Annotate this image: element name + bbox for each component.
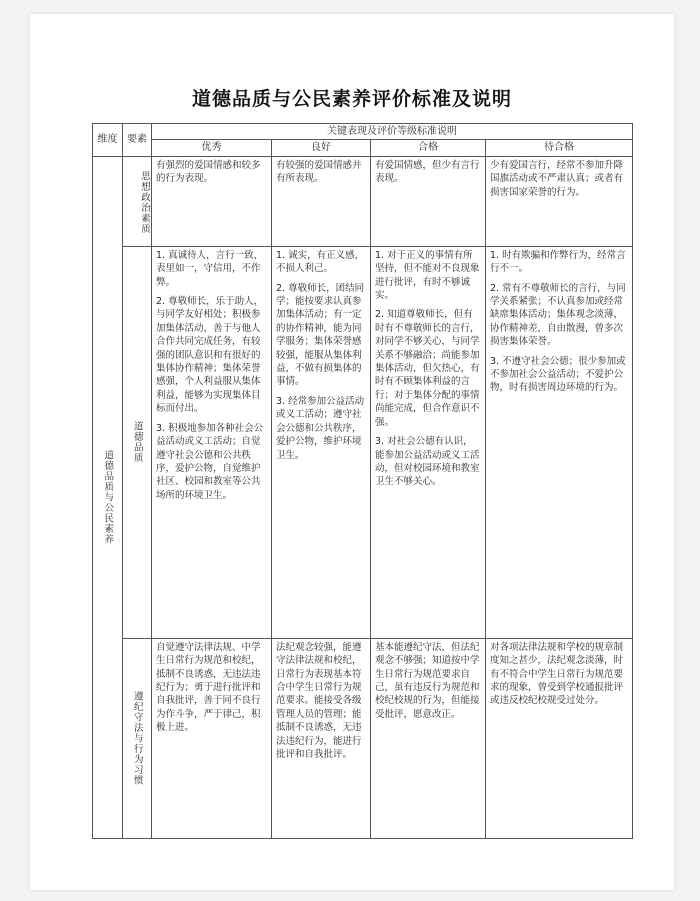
element-cell: 思想政治素质 [123,156,152,246]
table-cell: 有较强的爱国情感并有所表现。 [272,156,371,246]
dimension-cell: 道德品质与公民素养 [93,156,123,838]
table-cell: 1. 时有欺骗和作弊行为，经常言行不一。 2. 常有不尊敬师长的言行，与同学关系紧张；不认真参加或经常缺席集体活动；集体观念淡薄，协作精神差，自由散漫，曾多次损害集体荣誉。 3. 不遵守社会公德；很少参加或不参加社会公益活动；不爱护公物，时有损害周边环境的行为。 [486,246,633,638]
table-row [93,246,633,638]
header-level-good: 良好 [272,140,371,156]
header-level-below: 待合格 [486,140,633,156]
header-group: 关键表现及评价等级标准说明 [152,124,633,140]
table-row [93,156,633,246]
table-cell: 法纪观念较强，能遵守法律法规和校纪，日常行为表现基本符合中学生日常行为规范要求。能接受各级管理人员的管理；能抵制不良诱惑，无违法违纪行为，能进行批评和自我批评。 [272,638,371,838]
table-cell: 有爱国情感，但少有言行表现。 [371,156,486,246]
table-cell: 少有爱国言行，经常不参加升降国旗活动或不严肃认真；或者有损害国家荣誉的行为。 [486,156,633,246]
table-cell: 对各项法律法规和学校的规章制度知之甚少，法纪观念淡薄，时有不符合中学生日常行为规范要求的现象，曾受到学校通报批评或违反校纪校规受过处分。 [486,638,633,838]
header-level-excellent: 优秀 [152,140,272,156]
evaluation-table [92,123,633,839]
table-cell: 自觉遵守法律法规、中学生日常行为规范和校纪，抵制不良诱惑，无违法违纪行为；勇于进行批评和自我批评，善于同不良行为作斗争，严于律己，积极上进。 [152,638,272,838]
table-cell: 1. 真诚待人，言行一致，表里如一，守信用，不作弊。 2. 尊敬师长，乐于助人，与同学友好相处；积极参加集体活动，善于与他人合作共同完成任务，有较强的团队意识和有很好的集体协作精神；集体荣誉感强，个人利益服从集体利益，能够为实现集体目标而付出。 3. 积极地参加各种社会公益活动或义工活动；自觉遵守社会公德和公共秩序，爱护公物，自觉维护社区、校园和教室等公共场所的环境卫生。 [152,246,272,638]
table-cell: 1. 对于正义的事情有所坚持，但不能对不良现象进行批评，有时不够诚实。 2. 知道尊敬师长，但有时有不尊敬师长的言行，对同学不够关心，与同学关系不够融洽；尚能参加集体活动，但欠热心，有时有不顾集体利益的言行；对于集体分配的事情尚能完成，但合作意识不强。 3. 对社会公德有认识，能参加公益活动或义工活动，但对校园环境和教室卫生不够关心。 [371,246,486,638]
table-row [93,638,633,838]
table-cell: 有强烈的爱国情感和较多的行为表现。 [152,156,272,246]
header-element: 要素 [123,124,152,157]
table-cell: 1. 诚实，有正义感，不损人利己。 2. 尊敬师长，团结同学；能按要求认真参加集体活动；有一定的协作精神，能为同学服务；集体荣誉感较强，能服从集体利益，不做有损集体的事情。 3. 经常参加公益活动或义工活动；遵守社会公德和公共秩序，爱护公物，维护环境卫生。 [272,246,371,638]
element-cell: 道德品质 [123,246,152,638]
header-level-pass: 合格 [371,140,486,156]
table-cell: 基本能遵纪守法，但法纪观念不够强；知道按中学生日常行为规范要求自己，虽有违反行为规范和校纪校规的行为，但能接受批评，愿意改正。 [371,638,486,838]
header-dimension: 维度 [93,124,123,157]
element-cell: 遵纪守法与行为习惯 [123,638,152,838]
document-page [30,14,674,890]
page-title: 道德品质与公民素养评价标准及说明 [191,88,512,110]
